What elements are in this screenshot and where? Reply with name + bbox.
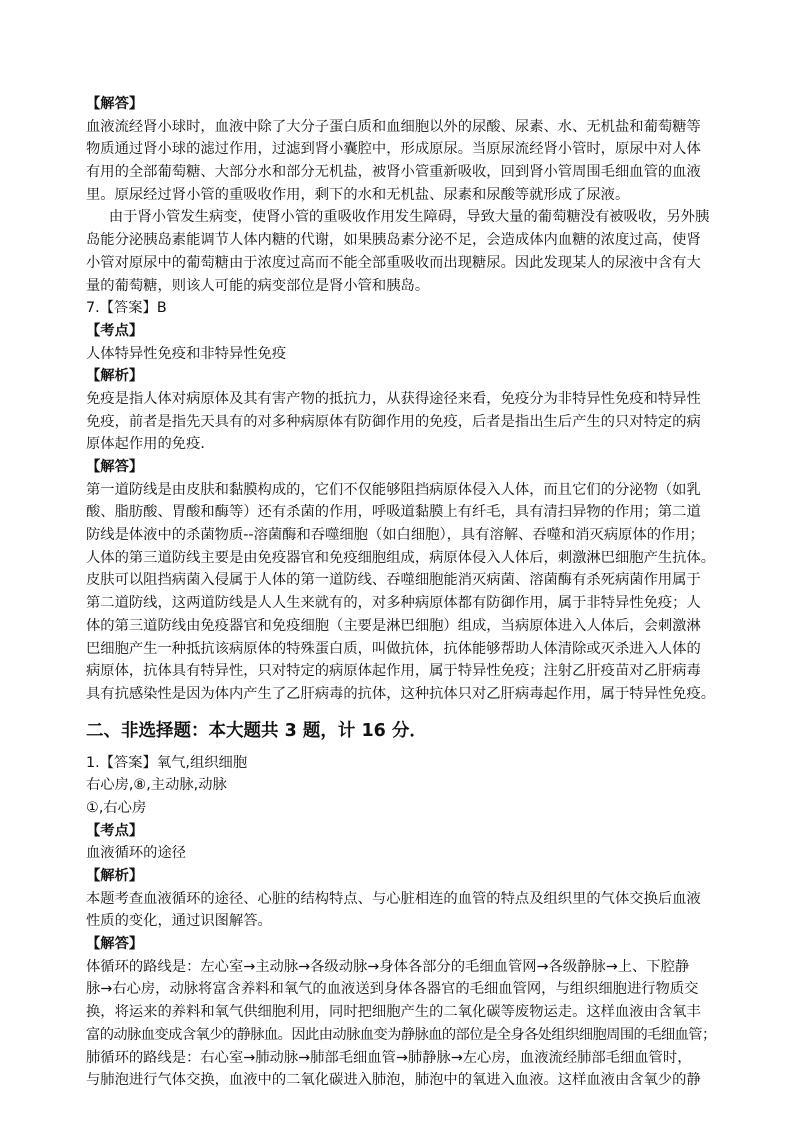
text-line: 体循环的路线是：左心室→主动脉→各级动脉→身体各部分的毛细血管网→各级静脉→上、下腔静: [86, 958, 690, 975]
text-line: 岛能分泌胰岛素能调节人体内糖的代谢，如果胰岛素分泌不足，会造成体内血糖的浓度过高，使肾: [86, 232, 701, 249]
text-line: 血液流经肾小球时，血液中除了大分子蛋白质和血细胞以外的尿酸、尿素、水、无机盐和葡萄糖等: [86, 118, 701, 135]
text-line: 免疫，前者是指先天具有的对多种病原体有防御作用的免疫，后者是指出生后产生的只对特定的病: [86, 413, 701, 430]
text-line: 具有抗感染性是因为体内产生了乙肝病毒的抗体，这种抗体只对乙肝病毒起作用，属于特异性免疫。: [86, 685, 716, 702]
answer-block-1: [86, 93, 716, 706]
text-line: 1.【答案】氧气,组织细胞: [86, 754, 248, 771]
text-line: 体的第三道防线由免疫器官和免疫细胞（主要是淋巴细胞）组成，当病原体进入人体后，会刺激淋: [86, 617, 701, 634]
section-heading: 【解答】: [86, 459, 144, 475]
text-line: 皮肤可以阻挡病菌入侵属于人体的第一道防线、吞噬细胞能消灭病菌、溶菌酶有杀死病菌作用属于: [86, 572, 701, 589]
text-line: 巴细胞产生一种抵抗该病原体的特殊蛋白质，叫做抗体，抗体能够帮助人体清除或灭杀进入人体的: [86, 640, 701, 657]
text-line: 物质通过肾小球的滤过作用，过滤到肾小囊腔中，形成原尿。当原尿流经肾小管时，原尿中对人体: [86, 141, 701, 158]
text-line: 第二道防线，这两道防线是人人生来就有的，对多种病原体都有防御作用，属于非特异性免疫；人: [86, 595, 701, 612]
text-line: ①,右心房: [86, 799, 147, 816]
text-line: 血液循环的途径: [86, 845, 187, 862]
text-line: 本题考查血液循环的途径、心脏的结构特点、与心脏相连的血管的特点及组织里的气体交换后血液: [86, 890, 701, 907]
section-heading: 【解析】: [86, 368, 144, 385]
text-line: 第一道防线是由皮肤和黏膜构成的，它们不仅能够阻挡病原体侵入人体，而且它们的分泌物（如乳: [86, 481, 701, 498]
text-line: 有用的全部葡萄糖、大部分水和部分无机盐，被肾小管重新吸收，回到肾小管周围毛细血管的血液: [86, 164, 701, 181]
text-line: 酸、脂肪酸、胃酸和酶等）还有杀菌的作用，呼吸道黏膜上有纤毛，具有清扫异物的作用；第二道: [86, 504, 701, 521]
answer-content: [86, 93, 716, 1092]
text-line: 富的动脉血变成含氧少的静脉血。因此由动脉血变为静脉血的部位是全身各处组织细胞周围的毛细血管；: [86, 1026, 716, 1043]
text-line: 7.【答案】B: [86, 300, 167, 317]
text-line: 原体起作用的免疫．: [86, 436, 215, 453]
section-heading: 【解析】: [86, 868, 144, 884]
section-heading: 【考点】: [86, 822, 144, 839]
text-line: 脉→右心房，动脉将富含养料和氧气的血液送到身体各器官的毛细血管网，与组织细胞进行物质交: [86, 981, 699, 998]
text-line: 病原体，抗体具有特异性，只对特定的病原体起作用，属于特异性免疫；注射乙肝疫苗对乙肝病毒: [86, 663, 701, 680]
text-line: 与肺泡进行气体交换，血液中的二氧化碳进入肺泡，肺泡中的氧进入血液。这样血液由含氧少的静: [86, 1072, 701, 1089]
text-line: 量的葡萄糖，则该人可能的病变部位是肾小管和胰岛。: [86, 277, 430, 294]
section-heading: 【解答】: [86, 96, 144, 112]
text-line: 小管对原尿中的葡萄糖由于浓度过高而不能全部重吸收而出现糖尿。因此发现某人的尿液中含有大: [86, 254, 701, 271]
text-line: 换，将运来的养料和氧气供细胞利用，同时把细胞产生的二氧化碳等废物运走。这样血液由含氧丰: [86, 1004, 701, 1021]
section-title: 二、非选择题：本大题共 3 题，计 16 分．: [86, 720, 427, 741]
answer-block-2: [86, 752, 716, 1092]
section-heading: 【解答】: [86, 936, 144, 953]
text-line: 右心房,⑧,主动脉,动脉: [86, 777, 227, 794]
text-line: 性质的变化，通过识图解答。: [86, 913, 272, 930]
text-line: 肺循环的路线是：右心室→肺动脉→肺部毛细血管→肺静脉→左心房，血液流经肺部毛细血管时，: [86, 1049, 692, 1066]
section-heading: 【考点】: [86, 322, 144, 339]
text-line: 防线是体液中的杀菌物质--溶菌酶和吞噬细胞（如白细胞），具有溶解、吞噬和消灭病原体的作用；: [86, 527, 704, 544]
text-line: 免疫是指人体对病原体及其有害产物的抵抗力，从获得途径来看，免疫分为非特异性免疫和特异性: [86, 390, 701, 407]
text-line: 人体的第三道防线主要是由免疫器官和免疫细胞组成，病原体侵入人体后，刺激淋巴细胞产生抗体。: [86, 549, 716, 566]
text-line: 由于肾小管发生病变，使肾小管的重吸收作用发生障碍，导致大量的葡萄糖没有被吸收，另外胰: [108, 209, 710, 226]
text-line: 人体特异性免疫和非特异性免疫: [86, 345, 287, 362]
text-line: 里。原尿经过肾小管的重吸收作用，剩下的水和无机盐、尿素和尿酸等就形成了尿液。: [86, 186, 630, 203]
